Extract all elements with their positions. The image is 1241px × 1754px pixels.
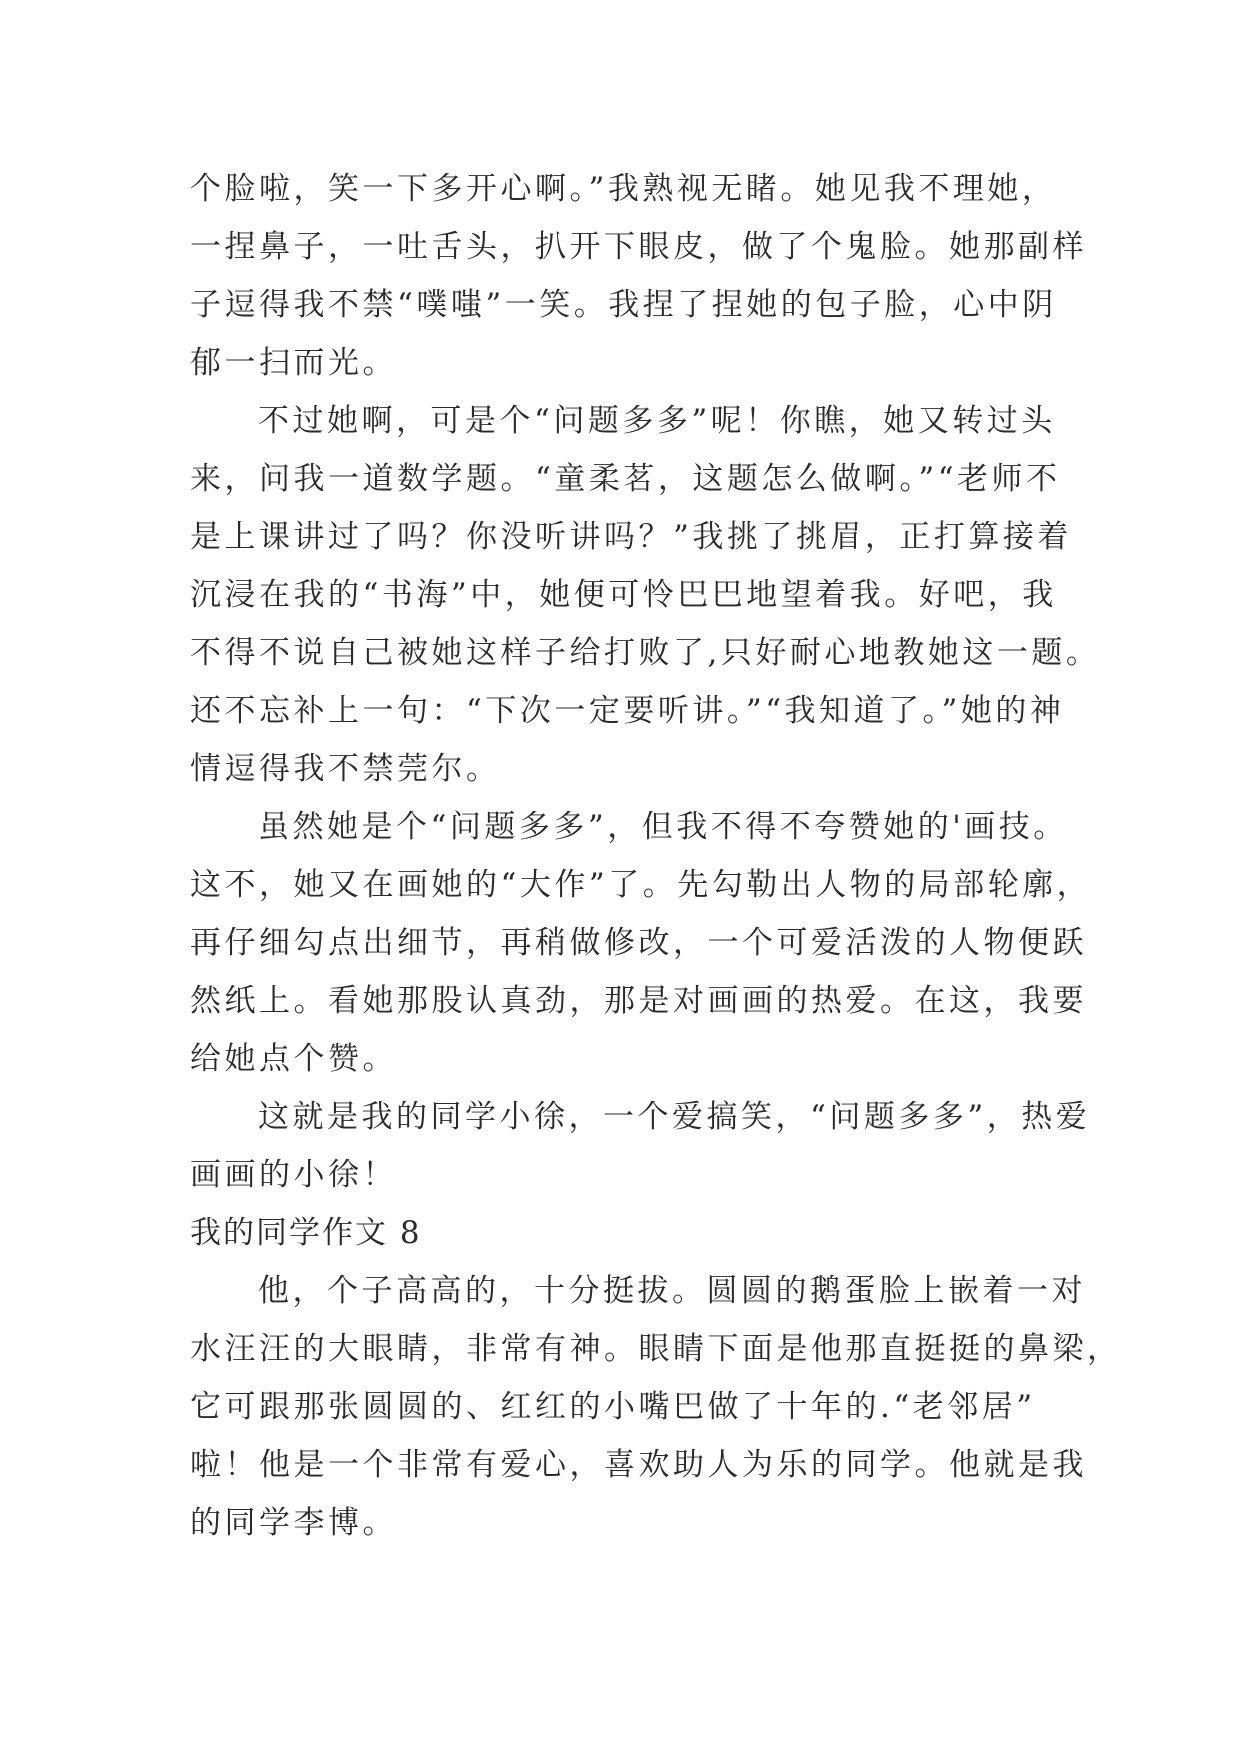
text-line: 啦！他是一个非常有爱心，喜欢助人为乐的同学。他就是我 [190,1447,1087,1483]
text-line: 的同学李博。 [190,1505,397,1541]
essay-body [190,160,1122,1552]
text-line: 水汪汪的大眼睛，非常有神。眼睛下面是他那直挺挺的鼻梁， [190,1331,1122,1367]
text-line: 郁一扫而光。 [190,345,397,381]
text-line: 情逗得我不禁莞尔。 [190,751,501,787]
text-line: 是上课讲过了吗？你没听讲吗？”我挑了挑眉，正打算接着 [190,519,1072,555]
text-line: 子逗得我不禁“噗嗤”一笑。我捏了捏她的包子脸，心中阴 [190,287,1057,323]
text-line: 然纸上。看她那股认真劲，那是对画画的热爱。在这，我要 [190,983,1087,1019]
text-line: 这不，她又在画她的“大作”了。先勾勒出人物的局部轮廓， [190,867,1092,903]
section-heading: 我的同学作文 8 [190,1215,422,1251]
paragraph-first-line: 这就是我的同学小徐，一个爱搞笑，“问题多多”，热爱 [258,1099,1091,1135]
paragraph-first-line: 虽然她是个“问题多多”，但我不得不夸赞她的'画技。 [258,809,1068,845]
text-line: 一捏鼻子，一吐舌头，扒开下眼皮，做了个鬼脸。她那副样 [190,229,1087,265]
paragraph-first-line: 他，个子高高的，十分挺拔。圆圆的鹅蛋脸上嵌着一对 [258,1273,1086,1309]
text-line: 给她点个赞。 [190,1041,397,1077]
text-line: 再仔细勾点出细节，再稍做修改，一个可爱活泼的人物便跃 [190,925,1087,961]
text-line: 还不忘补上一句：“下次一定要听讲。”“我知道了。”她的神 [190,693,1065,729]
text-line: 来，问我一道数学题。“童柔茗，这题怎么做啊。”“老师不 [190,461,1061,497]
paragraph-first-line: 不过她啊，可是个“问题多多”呢！你瞧，她又转过头 [258,403,1056,439]
text-line: 个脸啦，笑一下多开心啊。”我熟视无睹。她见我不理她， [190,171,1057,207]
text-line: 它可跟那张圆圆的、红红的小嘴巴做了十年的.“老邻居” [190,1389,1036,1425]
text-line: 不得不说自己被她这样子给打败了,只好耐心地教她这一题。 [190,635,1101,671]
text-line: 沉浸在我的“书海”中，她便可怜巴巴地望着我。好吧，我 [190,577,1057,613]
text-line: 画画的小徐！ [190,1157,397,1193]
